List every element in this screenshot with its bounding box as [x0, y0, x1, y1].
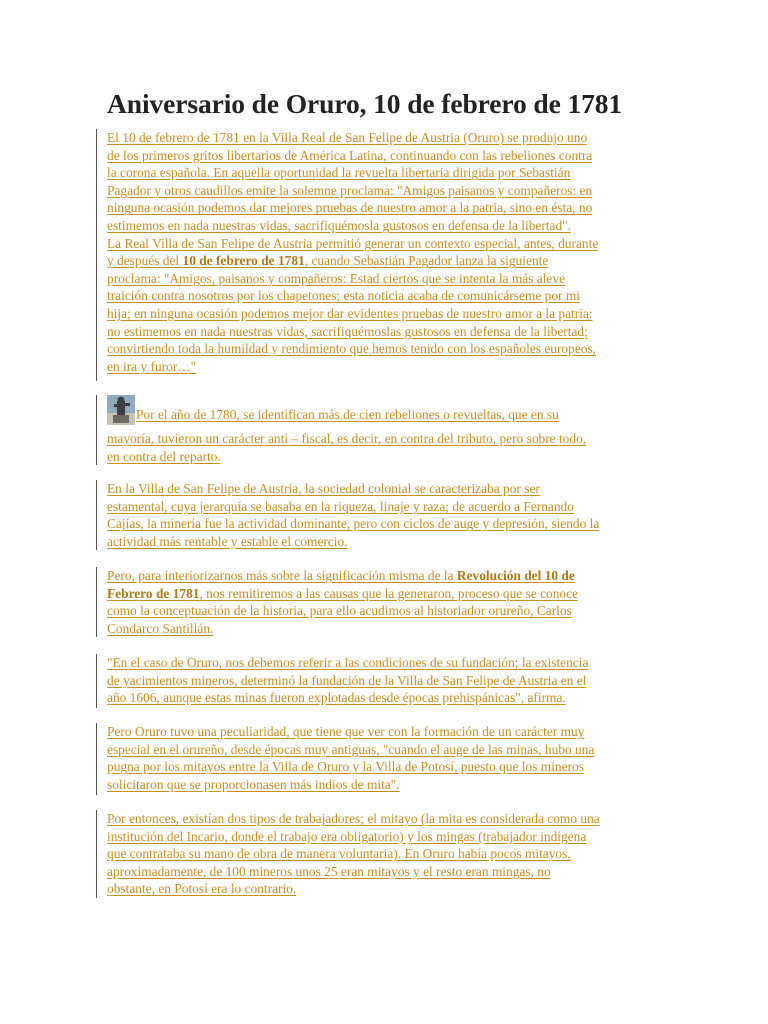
text-link[interactable]: en contra del reparto.: [107, 448, 221, 464]
text-link[interactable]: no estimemos en nada nuestras vidas, sacrifiquémoslas gustosos en defensa de la libertad;: [107, 323, 588, 339]
text-link[interactable]: Cajías, la minería fue la actividad dominante, pero con ciclos de auge y depresión, siendo la: [107, 516, 600, 532]
text-link[interactable]: la corona española. En aquella oportunidad la revuelta libertaria dirigida por Sebastián: [107, 165, 571, 181]
page-title: Aniversario de Oruro, 10 de febrero de 1781: [107, 88, 623, 119]
paragraph-block: [96, 810, 666, 898]
paragraph-block: [96, 395, 666, 465]
text-link[interactable]: mayoría, tuvieron un carácter anti – fiscal, es decir, en contra del tributo, pero sobre todo,: [107, 431, 587, 446]
text-link[interactable]: estamental, cuya jerarquía se basaba en la riqueza, linaje y raza; de acuerdo a Fernando: [107, 498, 574, 514]
text-link[interactable]: traición contra nosotros por los chapetones; esta noticia acaba de comunicárseme por mi: [107, 288, 580, 304]
text-link[interactable]: Condarco Santillán.: [107, 620, 214, 636]
text-link[interactable]: [107, 567, 666, 585]
statue-thumbnail-icon[interactable]: [107, 395, 135, 425]
text-link[interactable]: hija; en ninguna ocasión podemos mejor dar evidentes pruebas de nuestro amor a la patria:: [107, 305, 593, 321]
text-link[interactable]: [107, 252, 666, 270]
text-segment: y después del: [107, 253, 183, 269]
text-link[interactable]: como la conceptuación de la historia, para ello acudimos al historiador orureño, Carlos: [107, 603, 572, 619]
text-link[interactable]: ninguna ocasión podemos dar mejores pruebas de nuestro amor a la patria, sino en ésta, no: [107, 200, 593, 216]
text-segment: , nos remitiremos a las causas que la generaron, proceso que se conoce: [199, 585, 578, 601]
text-link[interactable]: [107, 585, 666, 603]
text-link[interactable]: especial en el orureño, desde épocas muy antiguas, "cuando el auge de las minas, hubo una: [107, 741, 595, 757]
bold-heading-phrase: Revolución del 10 de: [456, 568, 575, 583]
paragraph-block: [96, 567, 666, 637]
text-link[interactable]: de yacimientos mineros, determinó la fundación de la Villa de San Felipe de Austria en el: [107, 672, 587, 688]
text-link[interactable]: obstante, en Potosí era lo contrario.: [107, 881, 297, 897]
text-link[interactable]: institución del Incario, donde el trabajo era obligatorio) y los mingas (trabajador indígena: [107, 828, 587, 844]
text-link[interactable]: "En el caso de Oruro, nos debemos referir a las condiciones de su fundación; la existencia: [107, 655, 589, 670]
paragraph-block: [96, 480, 666, 550]
text-link[interactable]: En la Villa de San Felipe de Austria, la sociedad colonial se caracterizaba por ser: [107, 481, 540, 496]
text-segment: Pero, para interiorizarnos más sobre la significación misma de la: [107, 568, 457, 583]
bold-heading-phrase: Febrero de 1781: [107, 585, 200, 601]
text-link[interactable]: estimemos en nada nuestras vidas, sacrifiquémosla gustosos en defensa de la libertad".: [107, 217, 571, 233]
bold-date: 10 de febrero de 1781: [182, 253, 305, 269]
text-link[interactable]: Pero Oruro tuvo una peculiaridad, que tiene que ver con la formación de un carácter muy: [107, 724, 585, 739]
text-link[interactable]: aproximadamente, de 100 mineros unos 25 eran mitayos y el resto eran mingas, no: [107, 863, 551, 879]
text-link[interactable]: [107, 395, 666, 430]
text-link[interactable]: pugna por los mitayos entre la Villa de Oruro y la Villa de Potosí, puesto que los mineros: [107, 759, 584, 775]
text-link[interactable]: Pagador y otros caudillos emite la solemne proclama: "Amigos paisanos y compañeros: en: [107, 182, 593, 198]
paragraph-block: [96, 723, 666, 795]
text-link[interactable]: que contrataba su mano de obra de manera voluntaria). En Oruro había pocos mitayos,: [107, 846, 571, 862]
text-link[interactable]: Por entonces, existían dos tipos de trabajadores; el mitayo (la mita es considerada como una: [107, 811, 600, 826]
text-link[interactable]: convirtiendo toda la humildad y rendimiento que hemos tenido con los españoles europeos,: [107, 341, 597, 357]
text-link[interactable]: proclama: "Amigos, paisanos y compañeros: Estad ciertos que se intenta la más aleve: [107, 270, 566, 286]
paragraph-block: [96, 654, 666, 708]
text-link[interactable]: en ira y furor…": [107, 358, 197, 374]
text-link[interactable]: de los primeros gritos libertarios de América Latina, continuando con las rebeliones contra: [107, 147, 593, 163]
text-link[interactable]: año 1606, aunque estas minas fueron explotadas desde épocas prehispánicas", afirma.: [107, 690, 566, 706]
text-link[interactable]: actividad más rentable y estable el comercio.: [107, 533, 348, 549]
text-link[interactable]: La Real Villa de San Felipe de Austria permitió generar un contexto especial, antes, durante: [107, 235, 599, 251]
paragraph-block: [96, 129, 666, 381]
text-link[interactable]: El 10 de febrero de 1781 en la Villa Real de San Felipe de Austria (Oruro) se produjo uno: [107, 130, 588, 145]
text-segment: Por el año de 1780, se identifican más de cien rebeliones o revueltas, que en su: [136, 407, 559, 422]
text-segment: , cuando Sebastián Pagador lanza la siguiente: [304, 253, 549, 269]
text-link[interactable]: solicitaron que se proporcionasen más indios de mita".: [107, 776, 400, 792]
